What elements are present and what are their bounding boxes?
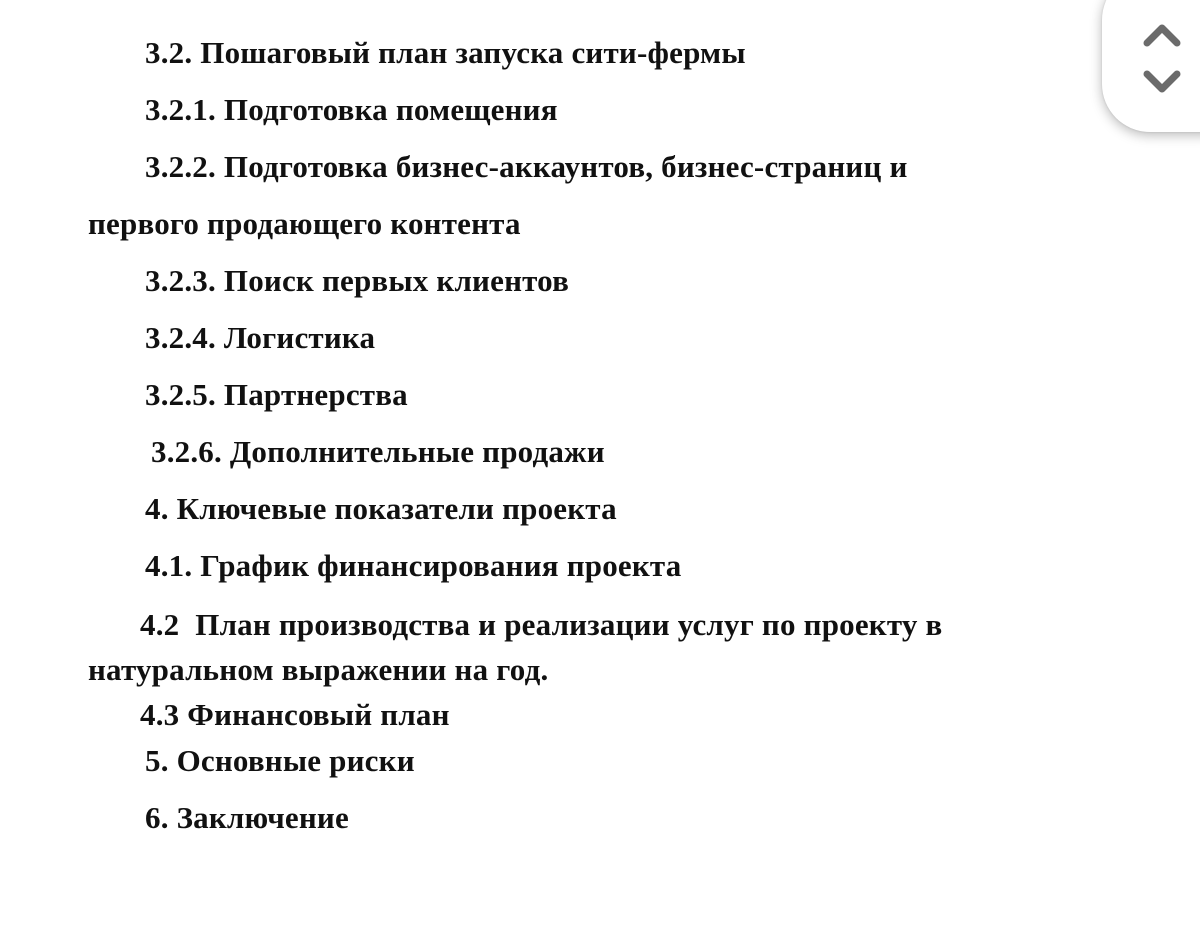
toc-item-5: 5. Основные риски: [145, 743, 415, 778]
toc-item-3-2-2-cont: первого продающего контента: [88, 206, 521, 241]
toc-item-4-2: 4.2 План производства и реализации услуг по проекту в: [140, 607, 943, 642]
toc-item-4-2-cont: натуральном выражении на год.: [88, 652, 549, 687]
toc-item-3-2-2: 3.2.2. Подготовка бизнес-аккаунтов, бизнес-страниц и: [145, 149, 908, 184]
toc-item-4: 4. Ключевые показатели проекта: [145, 491, 617, 526]
scroll-down-button[interactable]: [1138, 64, 1186, 100]
toc-item-4-3: 4.3 Финансовый план: [140, 697, 450, 732]
toc-item-4-1: 4.1. График финансирования проекта: [145, 548, 682, 583]
chevron-up-icon: [1138, 16, 1186, 52]
chevron-down-icon: [1138, 64, 1186, 100]
scroll-up-button[interactable]: [1138, 16, 1186, 52]
toc-item-3-2-5: 3.2.5. Партнерства: [145, 377, 408, 412]
toc-item-6: 6. Заключение: [145, 800, 349, 835]
toc-item-3-2-3: 3.2.3. Поиск первых клиентов: [145, 263, 570, 298]
toc-item-3-2-4: 3.2.4. Логистика: [145, 320, 376, 355]
toc-item-3-2-6: 3.2.6. Дополнительные продажи: [151, 434, 605, 469]
toc-item-3-2: 3.2. Пошаговый план запуска сити-фермы: [145, 35, 746, 70]
toc-item-3-2-1: 3.2.1. Подготовка помещения: [145, 92, 558, 127]
